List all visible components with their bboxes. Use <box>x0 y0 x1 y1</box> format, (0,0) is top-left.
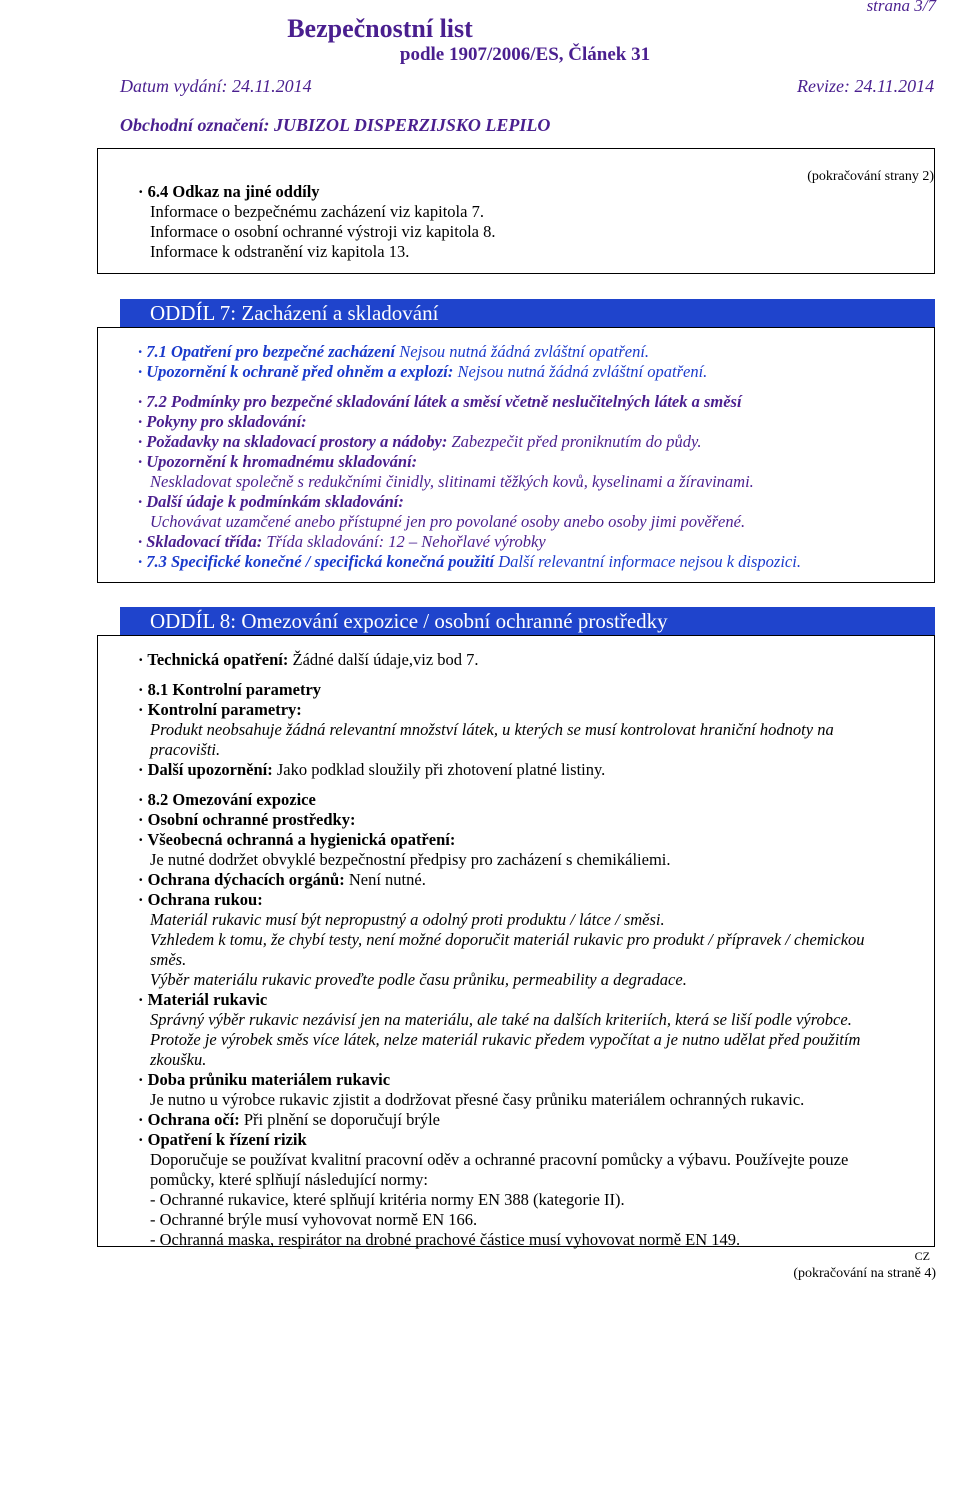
document-title: Bezpečnostní list <box>287 14 473 43</box>
bulk-label: · Upozornění k hromadnému skladování: <box>138 452 418 471</box>
risk-line-3: - Ochranné rukavice, které splňují kritéria normy EN 388 (kategorie II). <box>150 1190 625 1209</box>
glove-label: · Materiál rukavic <box>138 990 268 1009</box>
s81-title: · 8.1 Kontrolní parametry <box>138 680 322 699</box>
glove-line-3: zkoušku. <box>150 1050 207 1069</box>
req-value: Zabezpečit před proniknutím do půdy. <box>447 432 702 451</box>
s64-line-2: Informace o osobní ochranné výstroji viz kapitola 8. <box>150 222 496 241</box>
trade-name: Obchodní označení: JUBIZOL DISPERZIJSKO LEPILO <box>120 115 551 135</box>
issue-date: Datum vydání: 24.11.2014 <box>120 76 312 96</box>
hand-line-3: směs. <box>150 950 187 969</box>
s73-label: · 7.3 Specifické konečné / specifická konečná použití <box>138 552 495 571</box>
s73-value: Další relevantní informace nejsou k dispozici. <box>494 552 801 571</box>
glove-line-1: Správný výběr rukavic nezávisí jen na materiálu, ale také na dalších kriteriích, která se liší podle výrobce. <box>150 1010 852 1029</box>
risk-label: · Opatření k řízení rizik <box>138 1130 307 1149</box>
continued-from: (pokračování strany 2) <box>807 169 934 184</box>
resp-label: · Ochrana dýchacích orgánů: <box>138 870 345 889</box>
continued-on: (pokračování na straně 4) <box>793 1266 936 1281</box>
ctrl-line-1: Produkt neobsahuje žádná relevantní množství látek, u kterých se musí kontrolovat hraniční hodnoty na <box>150 720 834 739</box>
hand-line-2: Vzhledem k tomu, že chybí testy, není možné doporučit materiál rukavic pro produkt / přípravek / chemickou <box>150 930 865 949</box>
further-label: · Další údaje k podmínkám skladování: <box>138 492 404 511</box>
hyg-value: Je nutné dodržet obvyklé bezpečnostní předpisy pro zacházení s chemikáliemi. <box>150 850 671 869</box>
tech-label: · Technická opatření: <box>138 650 289 669</box>
document-subtitle: podle 1907/2006/ES, Článek 31 <box>399 44 651 65</box>
page-number: strana 3/7 <box>866 0 936 15</box>
continuation-box-section-6 <box>97 148 935 274</box>
hand-line-4: Výběr materiálu rukavic proveďte podle času průniku, permeability a degradace. <box>150 970 687 989</box>
class-value: Třída skladování: 12 – Nehořlavé výrobky <box>262 532 546 551</box>
section-7-box <box>97 327 935 583</box>
hand-label: · Ochrana rukou: <box>138 890 263 909</box>
s64-line-3: Informace k odstranění viz kapitola 13. <box>150 242 410 261</box>
tech-value: Žádné další údaje,viz bod 7. <box>288 650 479 669</box>
storage-label: · Pokyny pro skladování: <box>138 412 307 431</box>
section-8-header: ODDÍL 8: Omezování expozice / osobní ochranné prostředky <box>120 607 935 635</box>
revision-date: Revize: 24.11.2014 <box>797 76 935 96</box>
ctrl-line-2: pracovišti. <box>150 740 221 759</box>
eye-value: Při plnění se doporučují brýle <box>239 1110 441 1129</box>
section-7-header: ODDÍL 7: Zacházení a skladování <box>120 299 935 327</box>
note-value: Jako podklad sloužily při zhotovení platné listiny. <box>272 760 606 779</box>
fire-label: · Upozornění k ochraně před ohněm a explozí: <box>138 362 454 381</box>
note-label: · Další upozornění: <box>138 760 273 779</box>
bulk-value: Neskladovat společně s redukčními činidly, slitinami těžkých kovů, kyselinami a žíravinami. <box>150 472 754 491</box>
glove-line-2: Protože je výrobek směs více látek, nelze materiál rukavic předem vypočítat a je nutno udělat před použitím <box>150 1030 861 1049</box>
risk-line-2: pomůcky, které splňují následující normy: <box>150 1170 429 1189</box>
hyg-label: · Všeobecná ochranná a hygienická opatření: <box>138 830 456 849</box>
req-label: · Požadavky na skladovací prostory a nádoby: <box>138 432 448 451</box>
section-8-box <box>97 635 935 1247</box>
class-label: · Skladovací třída: <box>138 532 263 551</box>
s64-line-1: Informace o bezpečnému zacházení viz kapitola 7. <box>150 202 484 221</box>
s71-value: Nejsou nutná žádná zvláštní opatření. <box>395 342 650 361</box>
eye-label: · Ochrana očí: <box>138 1110 240 1129</box>
resp-value: Není nutné. <box>344 870 426 889</box>
risk-line-1: Doporučuje se používat kvalitní pracovní oděv a ochranné pracovní pomůcky a výbavu. Používejte pouze <box>150 1150 849 1169</box>
section-6-4-title: · 6.4 Odkaz na jiné oddíly <box>138 182 320 201</box>
pen-label: · Doba průniku materiálem rukavic <box>138 1070 391 1089</box>
ctrl-label: · Kontrolní parametry: <box>138 700 302 719</box>
fire-value: Nejsou nutná žádná zvláštní opatření. <box>453 362 708 381</box>
s71-label: · 7.1 Opatření pro bezpečné zacházení <box>138 342 396 361</box>
s72-title: · 7.2 Podmínky pro bezpečné skladování látek a směsí včetně neslučitelných látek a směsí <box>138 392 742 411</box>
further-value: Uchovávat uzamčené anebo přístupné jen pro povolané osoby anebo osoby jimi pověřené. <box>150 512 746 531</box>
risk-line-4: - Ochranné brýle musí vyhovovat normě EN 166. <box>150 1210 478 1229</box>
risk-line-5: - Ochranná maska, respirátor na drobné prachové částice musí vyhovovat normě EN 149. <box>150 1230 741 1249</box>
pen-value: Je nutno u výrobce rukavic zjistit a dodržovat přesné časy průniku materiálem ochranných rukavic. <box>150 1090 805 1109</box>
country-code: CZ <box>914 1249 930 1263</box>
hand-line-1: Materiál rukavic musí být nepropustný a odolný proti produktu / látce / směsi. <box>150 910 665 929</box>
s82-title: · 8.2 Omezování expozice <box>138 790 316 809</box>
ppe-label: · Osobní ochranné prostředky: <box>138 810 356 829</box>
